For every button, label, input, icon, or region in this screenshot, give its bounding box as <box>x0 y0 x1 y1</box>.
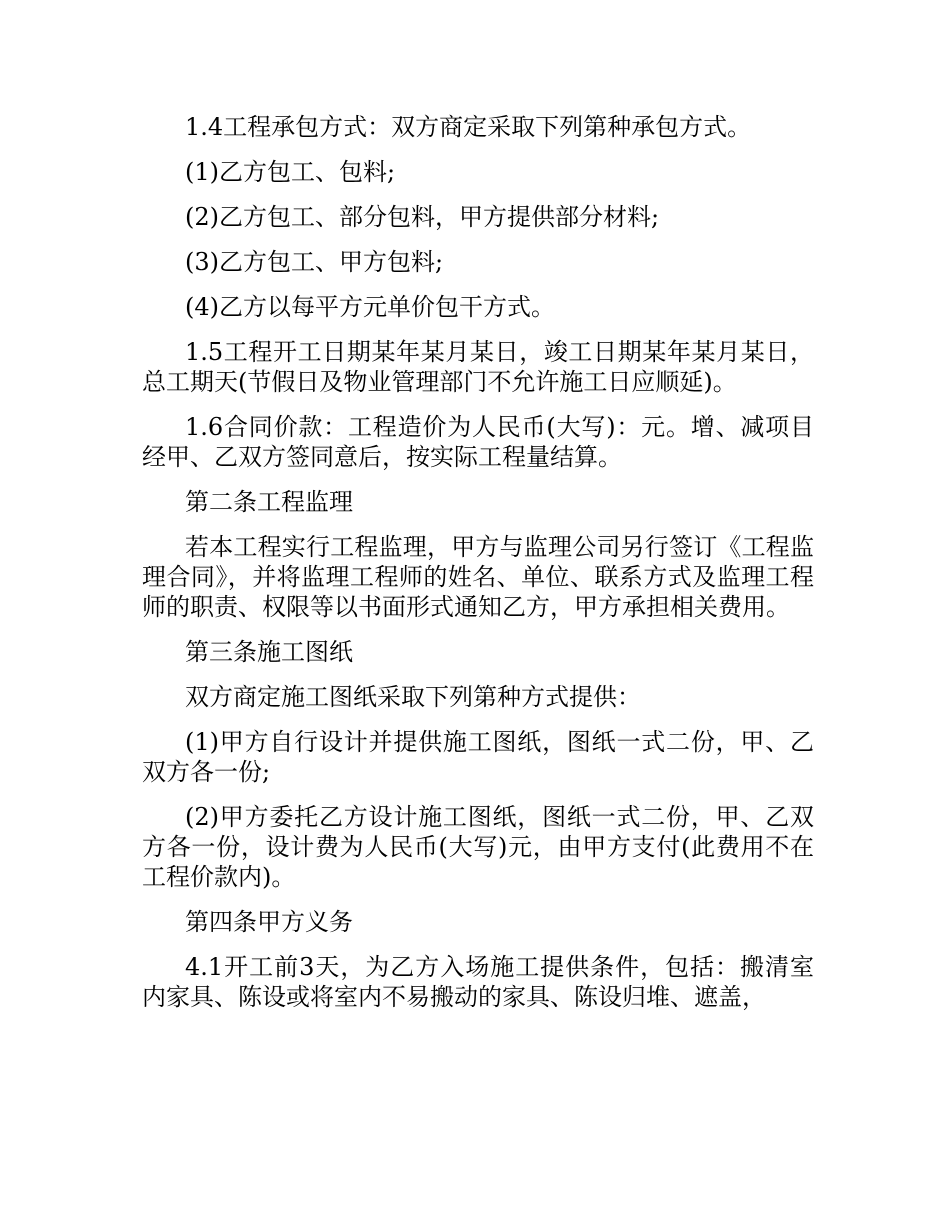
clause-1-4-contract-method: 1.4工程承包方式：双方商定采取下列第种承包方式。 <box>185 113 752 141</box>
clause-1-6-price: 1.6合同价款：工程造价为人民币(大写)：元。增、减项目经甲、乙双方签同意后，按实际工程量结算。 <box>142 413 814 471</box>
drawing-option-1: (1)甲方自行设计并提供施工图纸，图纸一式二份，甲、乙双方各一份; <box>142 728 814 786</box>
drawing-option-2: (2)甲方委托乙方设计施工图纸，图纸一式二份，甲、乙双方各一份，设计费为人民币(大写)元，由甲方支付(此费用不在工程价款内)。 <box>142 803 814 891</box>
article-3-heading: 第三条施工图纸 <box>185 638 353 666</box>
clause-4-1-preparation: 4.1开工前3天，为乙方入场施工提供条件，包括：搬清室内家具、陈设或将室内不易搬动的家具、陈设归堆、遮盖， <box>142 953 814 1011</box>
article-2-heading: 第二条工程监理 <box>185 488 353 516</box>
article-3-intro: 双方商定施工图纸采取下列第种方式提供： <box>185 683 641 711</box>
article-2-supervision-text: 若本工程实行工程监理，甲方与监理公司另行签订《工程监理合同》，并将监理工程师的姓名、单位、联系方式及监理工程师的职责、权限等以书面形式通知乙方，甲方承担相关费用。 <box>142 533 814 621</box>
clause-1-5-schedule: 1.5工程开工日期某年某月某日，竣工日期某年某月某日，总工期天(节假日及物业管理部门不允许施工日应顺延)。 <box>142 338 814 396</box>
option-2-item: (2)乙方包工、部分包料，甲方提供部分材料; <box>185 203 660 231</box>
article-4-heading: 第四条甲方义务 <box>185 908 353 936</box>
document-body <box>142 112 814 1027</box>
option-1-item: (1)乙方包工、包料; <box>185 158 396 186</box>
option-3-item: (3)乙方包工、甲方包料; <box>185 248 444 276</box>
option-4-item: (4)乙方以每平方元单价包干方式。 <box>185 293 555 321</box>
